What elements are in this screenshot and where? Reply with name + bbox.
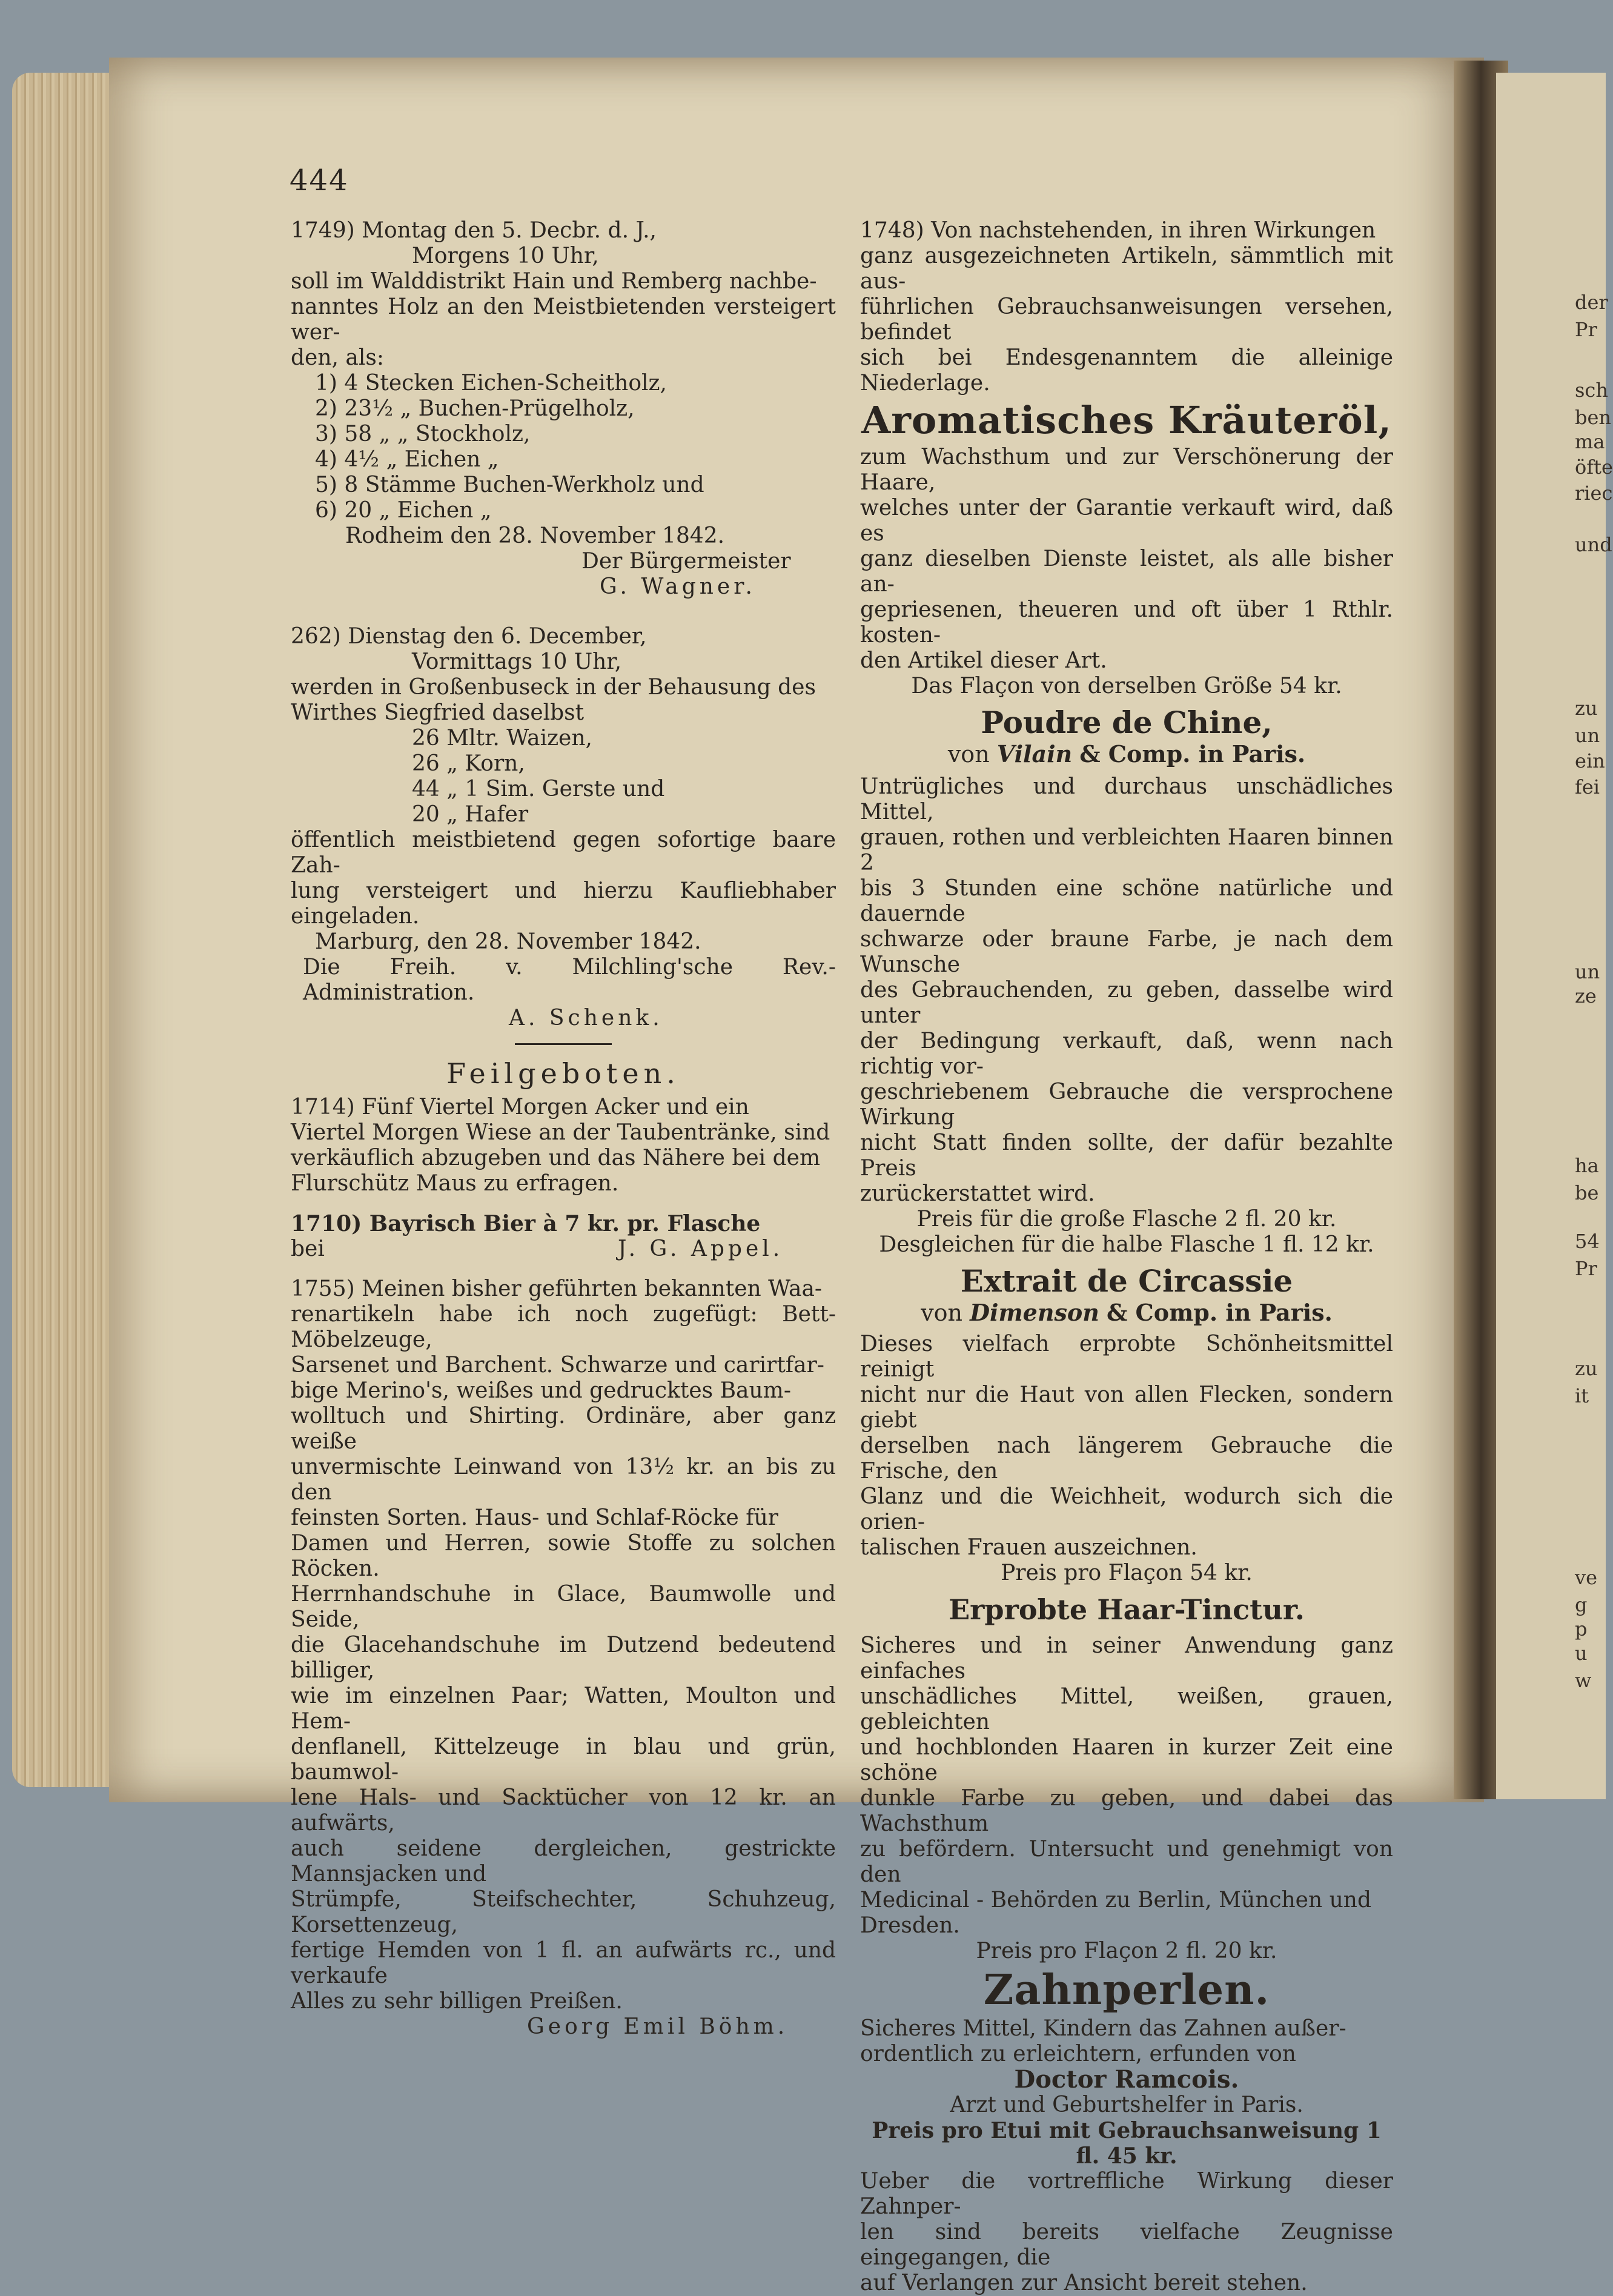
product-title: Poudre de Chine, [981, 705, 1273, 740]
product-text: grauen, rothen und verbleichten Haaren binnen 2 [860, 825, 1393, 875]
ad-1710-line: 1710) Bayrisch Bier à 7 kr. pr. Flasche [291, 1211, 761, 1236]
product-title: Erprobte Haar-Tinctur. [949, 1593, 1305, 1626]
next-page-fragment: u [1575, 1642, 1588, 1665]
wood-list-item: 2) 23½ „ Buchen-Prügelholz, [315, 396, 635, 421]
intro-line: führlichen Gebrauchsanweisungen versehen, befindet [860, 294, 1393, 345]
ad-1755-line: denflanell, Kittelzeuge in blau und grün, baumwol- [291, 1734, 836, 1785]
ad-1755-line: 1755) Meinen bisher geführten bekannten Waa- [291, 1276, 823, 1301]
wood-list-item: 3) 58 „ „ Stockholz, [315, 422, 531, 446]
wood-list-item: 4) 4½ „ Eichen „ [315, 447, 499, 472]
inventor-name: Doctor Ramcois. [1014, 2065, 1239, 2094]
product-text: zu befördern. Untersucht und genehmigt von den [860, 1837, 1393, 1887]
ad-1755-line: unvermischte Leinwand von 13½ kr. an bis zu den [291, 1455, 836, 1505]
ad-1755-line: wolltuch und Shirting. Ordinäre, aber ganz weiße [291, 1404, 836, 1454]
right-column [860, 218, 1393, 2296]
ad-1749-line: soll im Walddistrikt Hain und Remberg nachbe- [291, 269, 817, 294]
ad-1755-line: fertige Hemden von 1 fl. an aufwärts rc., und verkaufe [291, 1938, 836, 1988]
page-number: 444 [290, 164, 349, 197]
ad-1710-bei: bei [291, 1236, 325, 1261]
ad-1755-line: lene Hals- und Sacktücher von 12 kr. an aufwärts, [291, 1785, 836, 1836]
next-page-fragment: ve [1575, 1566, 1598, 1589]
maker-prefix: von [947, 741, 990, 768]
signature-title: Der Bürgermeister [581, 549, 791, 574]
next-page-fragment: be [1575, 1181, 1599, 1204]
next-page-fragment: fei [1575, 775, 1600, 798]
intro-line: 1748) Von nachstehenden, in ihren Wirkungen [860, 218, 1376, 243]
product-price: Das Flaçon von derselben Größe 54 kr. [911, 674, 1342, 698]
product-price: Preis pro Flaçon 54 kr. [1001, 1561, 1253, 1585]
maker-prefix: von [921, 1299, 962, 1326]
product-price: Desgleichen für die halbe Flasche 1 fl. 12 kr. [879, 1232, 1374, 1257]
product-text: ordentlich zu erleichtern, erfunden von [860, 2042, 1296, 2066]
next-page-fragment: zu [1575, 697, 1598, 720]
maker-suffix: & Comp. in Paris. [1106, 1299, 1333, 1326]
grain-list-item: 26 „ Korn, [412, 751, 525, 776]
product-title: Extrait de Circassie [960, 1263, 1293, 1299]
product-maker [860, 742, 1393, 767]
product-text: schwarze oder braune Farbe, je nach dem Wunsche [860, 927, 1393, 977]
ad-1755-line: Herrnhandschuhe in Glace, Baumwolle und Seide, [291, 1582, 836, 1632]
ad-1755-line: die Glacehandschuhe im Dutzend bedeutend billiger, [291, 1633, 836, 1683]
ad-1714-line: 1714) Fünf Viertel Morgen Acker und ein [291, 1095, 749, 1120]
product-text: Ueber die vortreffliche Wirkung dieser Zahnper- [860, 2169, 1393, 2219]
intro-line: ganz ausgezeichneten Artikeln, sämmtlich mit aus- [860, 244, 1393, 294]
product-maker [860, 1300, 1393, 1326]
product-text: und hochblonden Haaren in kurzer Zeit eine schöne [860, 1735, 1393, 1785]
ad-1755-line: feinsten Sorten. Haus- und Schlaf-Röcke für [291, 1505, 778, 1530]
product-title: Aromatisches Kräuteröl, [861, 398, 1392, 442]
ad-1755-line: Strümpfe, Steifschechter, Schuhzeug, Korsettenzeug, [291, 1887, 836, 1937]
ad-1755-line: renartikeln habe ich noch zugefügt: Bett-Möbelzeuge, [291, 1302, 836, 1352]
ad-1749-line: den, als: [291, 345, 385, 370]
ad-1714-line: Viertel Morgen Wiese an der Taubentränke, sind [291, 1120, 830, 1145]
ad-1755-line: wie im einzelnen Paar; Watten, Moulton und Hem- [291, 1684, 836, 1734]
product-text: nicht Statt finden sollte, der dafür bezahlte Preis [860, 1130, 1393, 1181]
product-text: des Gebrauchenden, zu geben, dasselbe wird unter [860, 978, 1393, 1028]
next-page-fragment: g [1575, 1593, 1588, 1616]
ad-262-line: Vormittags 10 Uhr, [412, 649, 622, 674]
grain-list-item: 20 „ Hafer [412, 802, 529, 827]
next-page-fragment: w [1575, 1669, 1592, 1692]
product-text: len sind bereits vielfache Zeugnisse eingegangen, die [860, 2220, 1393, 2270]
product-text: Medicinal - Behörden zu Berlin, München und [860, 1888, 1372, 1913]
product-text: zurückerstattet wird. [860, 1181, 1095, 1206]
next-page-fragment: ze [1575, 984, 1597, 1007]
intro-line: sich bei Endesgenanntem die alleinige Niederlage. [860, 345, 1393, 396]
product-price: Preis pro Etui mit Gebrauchsanweisung 1 fl. 45 kr. [872, 2118, 1382, 2169]
place-date: Rodheim den 28. November 1842. [345, 523, 725, 548]
next-page-fragment: und [1575, 533, 1612, 556]
product-text: talischen Frauen auszeichnen. [860, 1535, 1197, 1560]
next-page-fragment: Pr [1575, 1257, 1597, 1280]
product-text: der Bedingung verkauft, daß, wenn nach richtig vor- [860, 1029, 1393, 1079]
maker-name: Vilain [996, 740, 1073, 768]
next-page-fragment: Pr [1575, 318, 1597, 341]
signature-title: Die Freih. v. Milchling'sche Rev.-Administration. [303, 955, 836, 1005]
next-page-fragment: p [1575, 1617, 1588, 1641]
product-text: zum Wachsthum und zur Verschönerung der Haare, [860, 445, 1393, 495]
ad-1714-line: Flurschütz Maus zu erfragen. [291, 1171, 619, 1196]
ad-1755-line: bige Merino's, weißes und gedrucktes Baum- [291, 1378, 791, 1403]
next-page-fragment: der [1575, 291, 1608, 314]
product-title: Zahnperlen. [983, 1966, 1270, 2014]
product-text: Sicheres und in seiner Anwendung ganz einfaches [860, 1633, 1393, 1684]
ad-1755-line: Alles zu sehr billigen Preißen. [291, 1989, 623, 2014]
product-price: Preis pro Flaçon 2 fl. 20 kr. [976, 1939, 1277, 1963]
product-text: dunkle Farbe zu geben, und dabei das Wachsthum [860, 1786, 1393, 1836]
product-text: gepriesenen, theueren und oft über 1 Rthlr. kosten- [860, 597, 1393, 648]
inventor-title: Arzt und Geburtshelfer in Paris. [950, 2092, 1303, 2117]
next-page-fragment: sch [1575, 379, 1608, 402]
ad-1749-line: Morgens 10 Uhr, [412, 244, 599, 268]
ad-1714-line: verkäuflich abzugeben und das Nähere bei dem [291, 1146, 821, 1170]
product-text: ganz dieselben Dienste leistet, als alle bisher an- [860, 546, 1393, 597]
wood-list-item: 5) 8 Stämme Buchen-Werkholz und [315, 473, 704, 497]
ad-262-line: öffentlich meistbietend gegen sofortige baare Zah- [291, 828, 836, 878]
next-page-fragment: öfte [1575, 456, 1613, 479]
signature: Georg Emil Böhm. [527, 2014, 789, 2039]
ad-262-line: lung versteigert und hierzu Kaufliebhaber eingeladen. [291, 878, 836, 929]
next-page-fragment: it [1575, 1384, 1589, 1407]
wood-list-item: 6) 20 „ Eichen „ [315, 498, 492, 523]
product-text: Sicheres Mittel, Kindern das Zahnen außer- [860, 2016, 1346, 2041]
signature: J. G. Appel. [618, 1236, 784, 1261]
product-text: derselben nach längerem Gebrauche die Frische, den [860, 1433, 1393, 1484]
ad-1710-line [291, 1236, 836, 1262]
ad-1749-line: nanntes Holz an den Meistbietenden versteigert wer- [291, 294, 836, 345]
divider [515, 1043, 612, 1045]
ad-1755-line: auch seidene dergleichen, gestrickte Mannsjacken und [291, 1836, 836, 1886]
ad-262-line: 262) Dienstag den 6. December, [291, 624, 647, 649]
ad-1749-line: 1749) Montag den 5. Decbr. d. J., [291, 218, 657, 243]
next-page-fragment: zu [1575, 1357, 1598, 1380]
product-text: geschriebenem Gebrauche die versprochene Wirkung [860, 1080, 1393, 1130]
ad-262-line: Wirthes Siegfried daselbst [291, 700, 585, 725]
ad-262-line: werden in Großenbuseck in der Behausung des [291, 675, 816, 700]
maker-name: Dimenson [970, 1299, 1099, 1326]
ad-1755-line: Damen und Herren, sowie Stoffe zu solchen Röcken. [291, 1531, 836, 1581]
next-page-fragment: ein [1575, 749, 1605, 772]
product-text: Dieses vielfach erprobte Schönheitsmittel reinigt [860, 1332, 1393, 1382]
page-edges [12, 73, 121, 1787]
next-page-fragment: 54 [1575, 1230, 1600, 1253]
product-text: Dresden. [860, 1913, 960, 1938]
next-page-fragment: ha [1575, 1154, 1599, 1177]
product-text: Untrügliches und durchaus unschädliches Mittel, [860, 774, 1393, 825]
product-text: den Artikel dieser Art. [860, 648, 1107, 673]
place-date: Marburg, den 28. November 1842. [315, 929, 701, 954]
product-text: Glanz und die Weichheit, wodurch sich die orien- [860, 1484, 1393, 1535]
product-text: nicht nur die Haut von allen Flecken, sondern giebt [860, 1382, 1393, 1433]
product-text: welches unter der Garantie verkauft wird, daß es [860, 496, 1393, 546]
next-page-fragment: un [1575, 960, 1600, 983]
grain-list-item: 44 „ 1 Sim. Gerste und [412, 777, 665, 801]
next-page-fragment: riec [1575, 482, 1613, 505]
product-text: auf Verlangen zur Ansicht bereit stehen. [860, 2271, 1308, 2295]
product-text: unschädliches Mittel, weißen, grauen, gebleichten [860, 1684, 1393, 1734]
section-heading: Feilgeboten. [446, 1057, 680, 1090]
signature: G. Wagner. [600, 574, 756, 599]
next-page-fragment: ben [1575, 406, 1612, 429]
signature: A. Schenk. [509, 1006, 663, 1030]
left-column [291, 218, 836, 2040]
grain-list-item: 26 Mltr. Waizen, [412, 726, 592, 751]
ad-1755-line: Sarsenet und Barchent. Schwarze und carirtfar- [291, 1353, 824, 1378]
product-text: bis 3 Stunden eine schöne natürliche und dauernde [860, 876, 1393, 926]
maker-suffix: & Comp. in Paris. [1079, 740, 1306, 768]
next-page-fragment: un [1575, 724, 1600, 747]
product-price: Preis für die große Flasche 2 fl. 20 kr. [916, 1207, 1337, 1232]
next-page-fragment: ma [1575, 430, 1605, 453]
wood-list-item: 1) 4 Stecken Eichen-Scheitholz, [315, 371, 667, 396]
